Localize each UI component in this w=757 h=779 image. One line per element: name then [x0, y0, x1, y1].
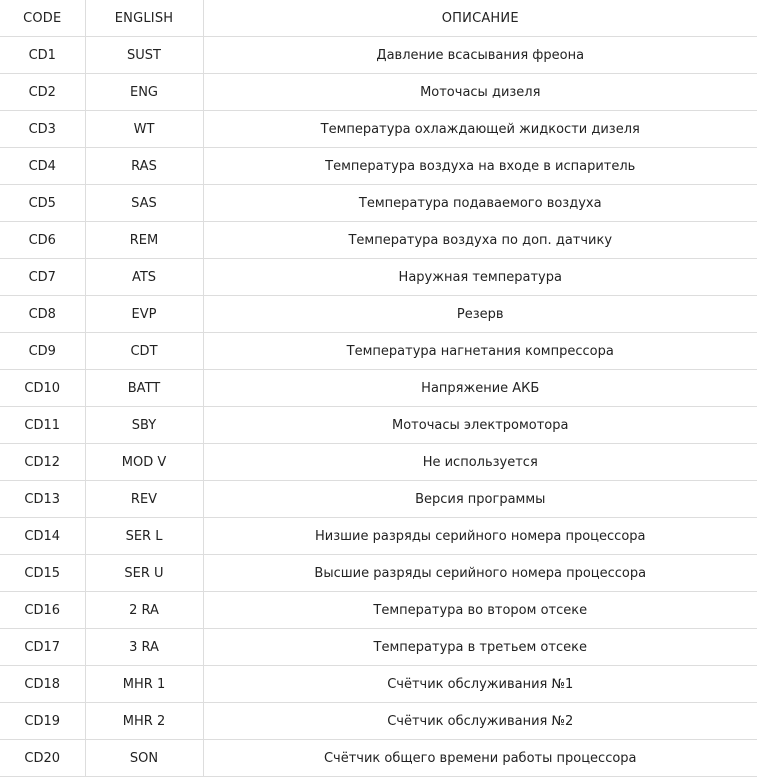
cell-english: 2 RA	[85, 592, 203, 629]
cell-description: Счётчик общего времени работы процессора	[203, 740, 757, 777]
cell-description: Версия программы	[203, 481, 757, 518]
cell-code: CD15	[0, 555, 85, 592]
cell-english: SAS	[85, 185, 203, 222]
cell-english: MOD V	[85, 444, 203, 481]
table-row	[0, 259, 757, 296]
cell-code: CD2	[0, 74, 85, 111]
table-row	[0, 333, 757, 370]
cell-description: Температура воздуха на входе в испаритель	[203, 148, 757, 185]
cell-code: CD3	[0, 111, 85, 148]
table-row	[0, 592, 757, 629]
cell-english: REV	[85, 481, 203, 518]
table-row	[0, 37, 757, 74]
table-row	[0, 111, 757, 148]
cell-english: 3 RA	[85, 629, 203, 666]
cell-description: Не используется	[203, 444, 757, 481]
cell-english: MHR 1	[85, 666, 203, 703]
table-row	[0, 703, 757, 740]
cell-english: REM	[85, 222, 203, 259]
cell-english: SON	[85, 740, 203, 777]
cell-english: CDT	[85, 333, 203, 370]
cell-english: SUST	[85, 37, 203, 74]
cell-english: WT	[85, 111, 203, 148]
cell-code: CD7	[0, 259, 85, 296]
cell-description: Наружная температура	[203, 259, 757, 296]
cell-english: ATS	[85, 259, 203, 296]
cell-english: SER L	[85, 518, 203, 555]
cell-description: Высшие разряды серийного номера процессора	[203, 555, 757, 592]
cell-description: Температура нагнетания компрессора	[203, 333, 757, 370]
cell-code: CD18	[0, 666, 85, 703]
cell-description: Температура во втором отсеке	[203, 592, 757, 629]
cell-code: CD9	[0, 333, 85, 370]
cell-description: Моточасы дизеля	[203, 74, 757, 111]
cell-english: SBY	[85, 407, 203, 444]
table-row	[0, 444, 757, 481]
column-header-code: CODE	[0, 0, 85, 37]
cell-code: CD8	[0, 296, 85, 333]
cell-description: Температура в третьем отсеке	[203, 629, 757, 666]
column-header-description: ОПИСАНИЕ	[203, 0, 757, 37]
cell-code: CD1	[0, 37, 85, 74]
cell-description: Температура воздуха по доп. датчику	[203, 222, 757, 259]
table-row	[0, 740, 757, 777]
cell-description: Температура подаваемого воздуха	[203, 185, 757, 222]
cell-description: Низшие разряды серийного номера процессора	[203, 518, 757, 555]
table-row	[0, 296, 757, 333]
table-row	[0, 629, 757, 666]
table-row	[0, 481, 757, 518]
cell-code: CD11	[0, 407, 85, 444]
cell-code: CD16	[0, 592, 85, 629]
cell-code: CD6	[0, 222, 85, 259]
cell-english: SER U	[85, 555, 203, 592]
cell-description: Счётчик обслуживания №2	[203, 703, 757, 740]
table-row	[0, 555, 757, 592]
cell-english: MHR 2	[85, 703, 203, 740]
cell-code: CD20	[0, 740, 85, 777]
table-row	[0, 222, 757, 259]
cell-english: RAS	[85, 148, 203, 185]
cell-code: CD17	[0, 629, 85, 666]
cell-description: Моточасы электромотора	[203, 407, 757, 444]
table-body	[0, 37, 757, 777]
cell-code: CD5	[0, 185, 85, 222]
cell-code: CD19	[0, 703, 85, 740]
cell-code: CD12	[0, 444, 85, 481]
table-row	[0, 518, 757, 555]
cell-code: CD4	[0, 148, 85, 185]
cell-description: Температура охлаждающей жидкости дизеля	[203, 111, 757, 148]
cell-code: CD13	[0, 481, 85, 518]
cell-description: Давление всасывания фреона	[203, 37, 757, 74]
table-row	[0, 185, 757, 222]
cell-english: EVP	[85, 296, 203, 333]
column-header-english: ENGLISH	[85, 0, 203, 37]
table-row	[0, 666, 757, 703]
table-row	[0, 148, 757, 185]
cell-code: CD10	[0, 370, 85, 407]
table-row	[0, 370, 757, 407]
cell-description: Напряжение АКБ	[203, 370, 757, 407]
table-row	[0, 74, 757, 111]
cell-description: Резерв	[203, 296, 757, 333]
table-header-row	[0, 0, 757, 37]
cell-english: ENG	[85, 74, 203, 111]
table-row	[0, 407, 757, 444]
cell-english: BATT	[85, 370, 203, 407]
cell-code: CD14	[0, 518, 85, 555]
cell-description: Счётчик обслуживания №1	[203, 666, 757, 703]
